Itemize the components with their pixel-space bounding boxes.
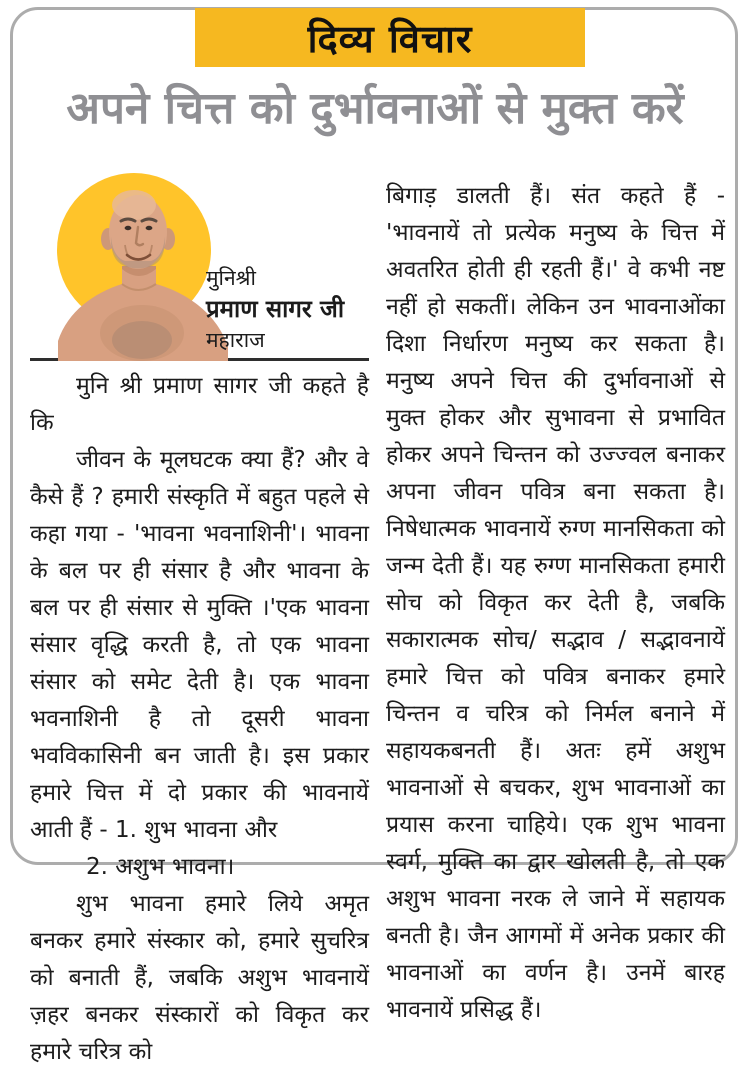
author-honorific: महाराज — [206, 328, 265, 352]
left-paragraph-4: शुभ भावना हमारे लिये अमृत बनकर हमारे संस्कार को, हमारे सुचरित्र को बनाती हैं, जबकि अशुभ भावनायें ज़हर बनकर संस्कारों को विकृत कर हमारे चरित्र को — [30, 891, 369, 1065]
section-banner — [195, 8, 585, 67]
right-paragraph-1: बिगाड़ डालती हैं। संत कहते हैं - 'भावनायें तो प्रत्येक मनुष्य के चित्त में अवतरित होती ही रहती हैं।' वे कभी नष्ट नहीं हो सकतीं। लेकिन उन भावनाओंका दिशा निर्धारण मनुष्य कर सकता है। मनुष्य अपने चित्त की दुर्भावनाओं से मुक्त होकर और सुभावना से प्रभावित होकर अपने चिन्तन को उज्ज्वल बनाकर अपना जीवन पवित्र बना सकता है। निषेधात्मक भावनायें रुग्ण मानसिकता को जन्म देती हैं। यह रुग्ण मानसिकता हमारी सोच को विकृत कर देती है, जबकि सकारात्मक सोच/ सद्भाव / सद्भावनायें हमारे चित्त को पवित्र बनाकर हमारे चिन्तन व चरित्र को निर्मल बनाने में सहायकबनती हैं। अतः हमें अशुभ भावनाओं से बचकर, शुभ भावनाओं का प्रयास करना चाहिये। एक शुभ भावना स्वर्ग, मुक्ति का द्वार खोलती है, तो एक अशुभ भावना नरक ले जाने में सहायक बनती है। जैन आगमों में अनेक प्रकार की भावनाओं का वर्णन है। उनमें बारह भावनायें प्रसिद्ध हैं। — [386, 183, 725, 1023]
author-photo-block — [30, 165, 369, 357]
article-headline: अपने चित्त को दुर्भावनाओं से मुक्त करें — [66, 83, 684, 134]
author-title: मुनिश्री — [206, 266, 256, 290]
left-paragraph-2: जीवन के मूलघटक क्या हैं? और वे कैसे हैं ? हमारी संस्कृति में बहुत पहले से कहा गया - 'भावना भवनाशिनी'। भावना के बल पर ही संसार है और भावना के बल पर ही संसार से मुक्ति ।'एक भावना संसार वृद्धि करती है, तो एक भावना संसार को समेट देती है। एक भावना भवनाशिनी है तो दूसरी भावना भवविकासिनी बन जाती है। इस प्रकार हमारे चित्त में दो प्रकार की भावनायें आती हैं - 1. शुभ भावना और — [30, 447, 369, 843]
left-paragraph-1: मुनि श्री प्रमाण सागर जी कहते है कि — [30, 373, 369, 436]
left-paragraph-3: 2. अशुभ भावना। — [86, 854, 235, 880]
banner-title: दिव्य विचार — [307, 16, 473, 61]
article-body — [30, 165, 725, 1065]
right-column — [386, 165, 725, 1023]
author-caption — [206, 263, 371, 356]
author-name: प्रमाण सागर जी — [206, 295, 345, 323]
left-column — [30, 165, 369, 1065]
